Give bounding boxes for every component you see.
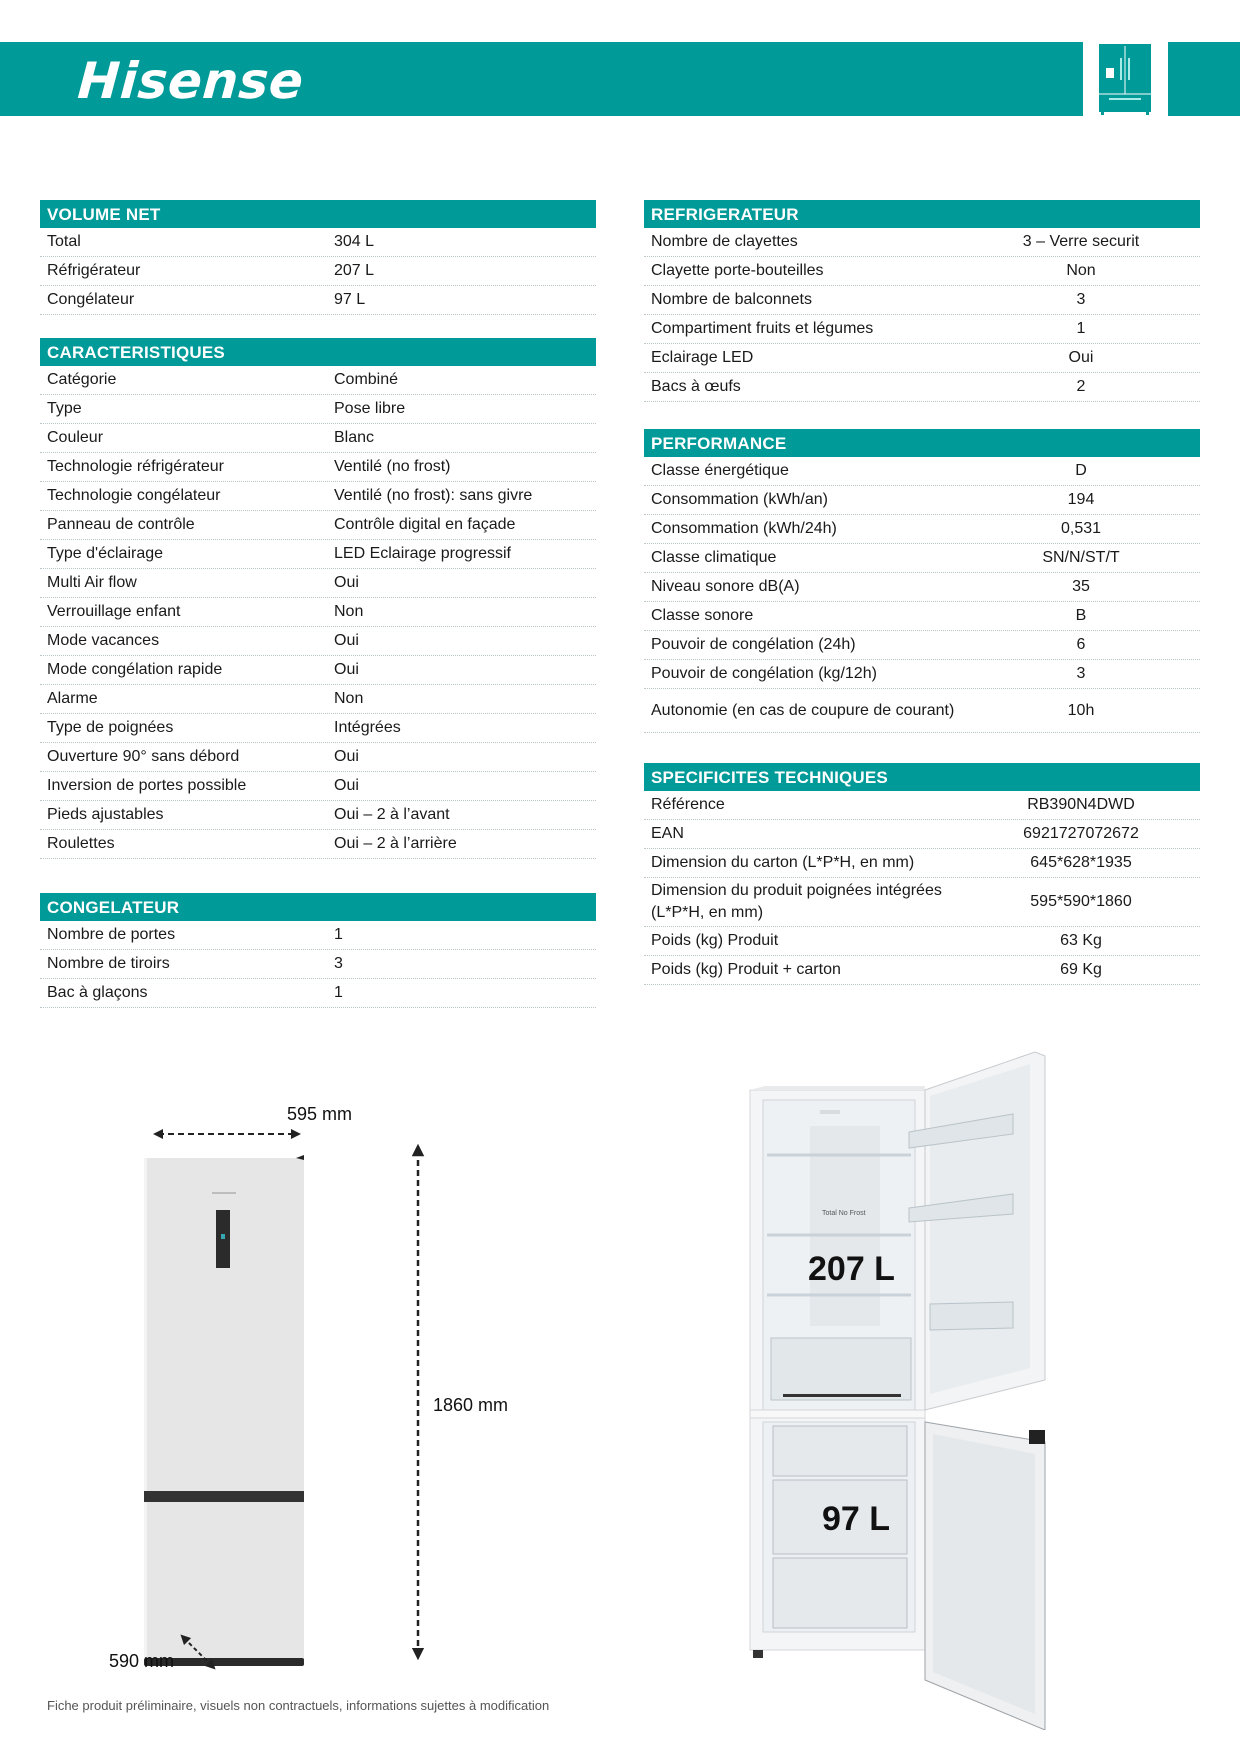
spec-value: 3 (1076, 665, 1086, 682)
spec-label: Technologie congélateur (47, 487, 221, 504)
spec-label: Clayette porte-bouteilles (651, 262, 824, 279)
spec-value: LED Eclairage progressif (334, 545, 511, 562)
spec-value: 3 (334, 955, 343, 972)
spec-label: Couleur (47, 429, 104, 446)
spec-label: Type (47, 400, 82, 417)
spec-value: 2 (1076, 378, 1086, 395)
spec-row (644, 602, 1200, 631)
spec-row (40, 395, 596, 424)
spec-row (40, 656, 596, 685)
spec-value: Oui (334, 632, 359, 649)
spec-label: Pouvoir de congélation (kg/12h) (651, 665, 877, 682)
spec-row (40, 366, 596, 395)
section-title: VOLUME NET (40, 200, 596, 228)
spec-row (644, 544, 1200, 573)
spec-row (40, 453, 596, 482)
depth-dimension-label: 590 mm (109, 1651, 175, 1671)
section-specificites-techniques (644, 763, 1200, 985)
spec-label: Type d'éclairage (47, 545, 164, 562)
spec-value: 0,531 (1060, 520, 1102, 537)
spec-label: Nombre de clayettes (651, 233, 798, 250)
section-performance (644, 429, 1200, 733)
spec-row (644, 486, 1200, 515)
section-title: PERFORMANCE (644, 429, 1200, 457)
spec-value: RB390N4DWD (1027, 796, 1135, 813)
spec-row (40, 801, 596, 830)
spec-row (644, 631, 1200, 660)
spec-label: Roulettes (47, 835, 115, 852)
spec-label: Dimension du produit poignées intégrées (L*P*H, en mm) (651, 882, 942, 921)
spec-row (644, 257, 1200, 286)
spec-value: Oui (334, 661, 359, 678)
spec-label: Bacs à œufs (651, 378, 741, 395)
spec-value: 10h (1067, 701, 1095, 719)
spec-value: Oui (1068, 349, 1094, 366)
spec-row (40, 286, 596, 315)
spec-label: Multi Air flow (47, 574, 137, 591)
spec-value: Combiné (334, 371, 399, 388)
spec-value: 595*590*1860 (1030, 893, 1132, 910)
section-title: CARACTERISTIQUES (40, 338, 596, 366)
spec-value: 1 (334, 984, 343, 1001)
spec-label: Nombre de tiroirs (47, 955, 170, 972)
spec-value: Non (334, 603, 364, 620)
spec-value: 194 (1067, 491, 1095, 508)
header-accent-block (1168, 42, 1240, 116)
spec-row (40, 627, 596, 656)
spec-label: Type de poignées (47, 719, 174, 736)
fridge-icon (1097, 42, 1153, 116)
spec-row (40, 540, 596, 569)
spec-value: Oui – 2 à l’avant (334, 806, 450, 823)
width-dimension-label: 595 mm (287, 1104, 353, 1124)
spec-value: Oui (334, 748, 359, 765)
spec-value: Blanc (334, 429, 375, 446)
spec-label: Dimension du carton (L*P*H, en mm) (651, 854, 915, 871)
spec-label: Eclairage LED (651, 349, 754, 366)
spec-label: Congélateur (47, 291, 135, 308)
spec-label: Mode congélation rapide (47, 661, 223, 678)
brand-logo: Hisense (75, 52, 306, 110)
spec-value: 35 (1072, 578, 1090, 595)
spec-value: 207 L (334, 262, 375, 279)
spec-label: Alarme (47, 690, 98, 707)
spec-label: Classe climatique (651, 549, 777, 566)
spec-row (40, 830, 596, 859)
spec-value: 3 (1076, 291, 1086, 308)
spec-label: Panneau de contrôle (47, 516, 195, 533)
spec-value: 1 (1076, 320, 1086, 337)
spec-label: Pouvoir de congélation (24h) (651, 636, 856, 653)
section-volume-net (40, 200, 596, 315)
dimensions-figure (100, 1100, 540, 1680)
spec-row (644, 573, 1200, 602)
closed-fridge-illustration (100, 1100, 540, 1680)
spec-row (40, 950, 596, 979)
spec-value: SN/N/ST/T (1042, 549, 1120, 566)
spec-row (644, 689, 1200, 733)
spec-label: Compartiment fruits et légumes (651, 320, 874, 337)
spec-row (40, 228, 596, 257)
spec-value: Non (1066, 262, 1096, 279)
spec-value: 1 (334, 926, 343, 943)
spec-value: 304 L (334, 233, 375, 250)
spec-row (40, 921, 596, 950)
spec-row (644, 373, 1200, 402)
spec-row (644, 820, 1200, 849)
section-refrigerateur (644, 200, 1200, 402)
section-congelateur (40, 893, 596, 1008)
spec-row (40, 511, 596, 540)
open-fridge-illustration (745, 1050, 1055, 1730)
spec-value: 3 – Verre securit (1022, 233, 1140, 250)
spec-row (644, 515, 1200, 544)
spec-label: Référence (651, 796, 725, 813)
spec-row (644, 286, 1200, 315)
spec-label: Classe sonore (651, 607, 754, 624)
spec-value: Oui (334, 777, 359, 794)
footer-disclaimer: Fiche produit préliminaire, visuels non contractuels, informations sujettes à modification (47, 1698, 550, 1713)
spec-row (40, 569, 596, 598)
spec-value: 63 Kg (1060, 932, 1102, 949)
section-caracteristiques (40, 338, 596, 859)
spec-label: Niveau sonore dB(A) (651, 578, 800, 595)
spec-row (40, 772, 596, 801)
spec-value: Oui – 2 à l’arrière (334, 835, 457, 852)
spec-row (644, 791, 1200, 820)
spec-value: Ventilé (no frost) (334, 458, 451, 475)
spec-label: Technologie réfrigérateur (47, 458, 224, 475)
spec-label: EAN (651, 825, 684, 842)
spec-label: Poids (kg) Produit + carton (651, 961, 841, 978)
total-no-frost-label: Total No Frost (822, 1210, 866, 1217)
spec-row (40, 743, 596, 772)
spec-label: Consommation (kWh/24h) (651, 520, 837, 537)
spec-row (644, 344, 1200, 373)
spec-value: 6921727072672 (1023, 825, 1139, 842)
spec-label: Bac à glaçons (47, 984, 148, 1001)
spec-label: Catégorie (47, 371, 117, 388)
freezer-volume-label: 97 L (822, 1500, 891, 1538)
spec-row (644, 457, 1200, 486)
spec-row (40, 482, 596, 511)
spec-label: Classe énergétique (651, 462, 789, 479)
spec-row (644, 315, 1200, 344)
spec-value: Pose libre (334, 400, 406, 417)
spec-value: B (1075, 607, 1087, 624)
spec-label: Inversion de portes possible (47, 777, 247, 794)
spec-label: Nombre de portes (47, 926, 176, 943)
spec-value: 97 L (334, 291, 366, 308)
spec-row (40, 424, 596, 453)
spec-row (644, 660, 1200, 689)
spec-value: Oui (334, 574, 359, 591)
spec-label: Verrouillage enfant (47, 603, 181, 620)
spec-row (40, 714, 596, 743)
spec-label: Poids (kg) Produit (651, 932, 779, 949)
section-title: REFRIGERATEUR (644, 200, 1200, 228)
spec-row (644, 849, 1200, 878)
spec-row (40, 598, 596, 627)
spec-row (40, 257, 596, 286)
spec-row (644, 956, 1200, 985)
spec-row (644, 228, 1200, 257)
spec-label: Total (47, 233, 81, 250)
spec-value: 6 (1076, 636, 1086, 653)
spec-value: Intégrées (334, 719, 401, 736)
spec-value: Contrôle digital en façade (334, 516, 516, 533)
spec-label: Nombre de balconnets (651, 291, 812, 308)
fridge-volume-label: 207 L (808, 1250, 895, 1288)
spec-label: Mode vacances (47, 632, 160, 649)
spec-label: Pieds ajustables (47, 806, 164, 823)
height-dimension-label: 1860 mm (433, 1395, 509, 1415)
spec-row (644, 878, 1200, 927)
open-fridge-figure (745, 1050, 1055, 1730)
spec-value: D (1075, 462, 1087, 479)
section-title: CONGELATEUR (40, 893, 596, 921)
spec-label: Autonomie (en cas de coupure de courant) (651, 701, 955, 719)
spec-label: Réfrigérateur (47, 262, 141, 279)
spec-label: Consommation (kWh/an) (651, 491, 828, 508)
spec-row (40, 979, 596, 1008)
spec-value: Non (334, 690, 364, 707)
spec-value: 645*628*1935 (1030, 854, 1132, 871)
spec-label: Ouverture 90° sans débord (47, 748, 240, 765)
spec-value: 69 Kg (1060, 961, 1102, 978)
spec-value: Ventilé (no frost): sans givre (334, 487, 533, 504)
section-title: SPECIFICITES TECHNIQUES (644, 763, 1200, 791)
spec-row (40, 685, 596, 714)
spec-row (644, 927, 1200, 956)
